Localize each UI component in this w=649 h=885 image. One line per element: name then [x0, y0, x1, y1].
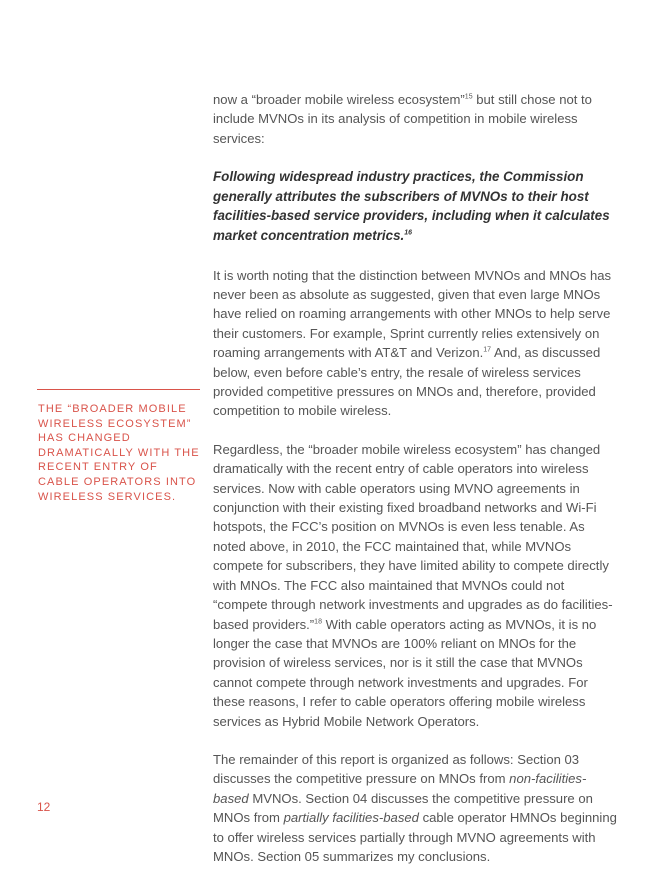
- paragraph-intro: [213, 90, 618, 148]
- paragraph-remainder: [213, 750, 618, 866]
- sidebar-divider: [37, 389, 200, 390]
- paragraph-distinction: [213, 266, 618, 421]
- paragraph-text: It is worth noting that the distinction between MVNOs and MNOs has never been as absolute as suggested, given that even large MNOs have relied on roaming arrangements with other MNOs to help serve their customers. For example, Sprint currently relies extensively on roaming arrangements with AT&T and Verizon.: [213, 267, 612, 361]
- footnote-ref[interactable]: 18: [314, 618, 322, 626]
- paragraph-text: With cable operators acting as MVNOs, it is no longer the case that MVNOs are 100% reliant on MNOs for the provision of wireless services, nor is it still the case that MVNOs cannot compete through network investments and upgrades. For these reasons, I refer to cable operators offering mobile wireless services as Hybrid Mobile Network Operators.: [213, 616, 597, 729]
- footnote-ref[interactable]: 16: [404, 229, 413, 237]
- footnote-ref[interactable]: 15: [464, 93, 473, 101]
- paragraph-text: but still chose not to include MVNOs in its analysis of competition in mobile wireless services:: [213, 92, 592, 146]
- emphasis-text: non-facilities-based: [213, 771, 587, 806]
- block-quote: [213, 167, 618, 245]
- sidebar-pullquote: THE “BROADER MOBILE WIRELESS ECOSYSTEM” HAS CHANGED DRAMATICALLY WITH THE RECENT ENTRY OF CABLE OPERATORS INTO WIRELESS SERVICES.: [38, 403, 200, 503]
- main-text-column: [213, 90, 618, 885]
- quote-text: Following widespread industry practices, the Commission generally attributes the subscribers of MVNOs to their host facilities-based service providers, including when it calculates market concentration metrics.: [213, 169, 610, 243]
- emphasis-text: partially facilities-based: [283, 810, 419, 826]
- paragraph-text: MVNOs. Section 04 discusses the competitive pressure on MNOs from: [213, 790, 593, 826]
- paragraph-regardless: [213, 440, 618, 731]
- footnote-ref[interactable]: 17: [483, 346, 492, 354]
- paragraph-text: And, as discussed below, even before cable’s entry, the resale of wireless services provided competitive pressures on MNOs and, therefore, provided competition to mobile wireless.: [213, 345, 601, 419]
- paragraph-text: The remainder of this report is organized as follows: Section 03 discusses the competitive pressure on MNOs from: [213, 751, 580, 787]
- page-number: 12: [37, 800, 51, 814]
- paragraph-text: cable operator HMNOs beginning to offer wireless services partially through MVNO agreements with MNOs. Section 05 summarizes my conclusions.: [213, 810, 617, 864]
- paragraph-text: Regardless, the “broader mobile wireless ecosystem” has changed dramatically with the recent entry of cable operators into wireless services. Now with cable operators using MVNO agreements in conjunction with their existing fixed broadband networks and Wi-Fi hotspots, the FCC’s position on MVNOs is even less tenable. As noted above, in 2010, the FCC maintained that, while MVNOs compete for subscribers, they have limited ability to compete directly with MNOs. The FCC also maintained that MVNOs could not “compete through network investments and upgrades as do facilities-based providers.”: [213, 441, 613, 632]
- paragraph-text: now a “broader mobile wireless ecosystem”: [213, 92, 465, 107]
